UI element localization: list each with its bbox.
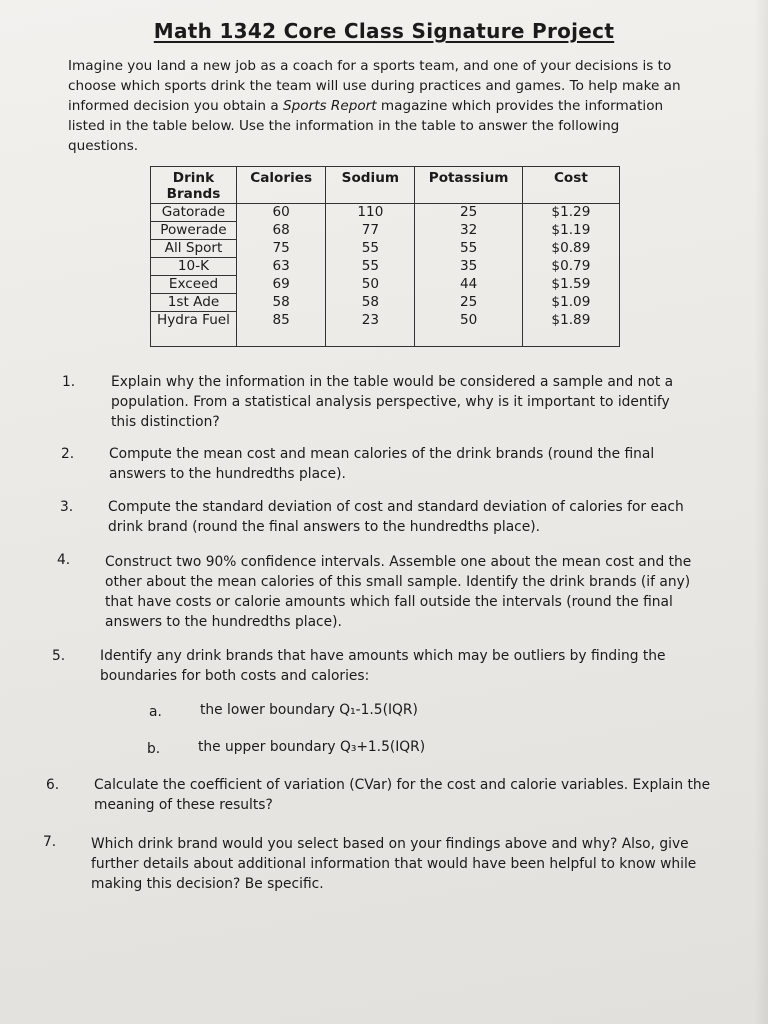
table-row <box>151 276 620 294</box>
cell-sodium: 55 <box>326 258 415 276</box>
question-5-number: 5. <box>52 648 66 664</box>
table-row <box>151 240 620 258</box>
question-7-number: 7. <box>43 834 57 850</box>
cell-sodium: 55 <box>326 240 415 258</box>
question-7-text: Which drink brand would you select based on your findings above and why? Also, give further details about additional information that would have been helpful to know while making this decision? Be specific. <box>91 836 697 892</box>
cell-brand: Gatorade <box>151 204 237 222</box>
question-3-number: 3. <box>60 499 74 515</box>
table-row <box>151 312 620 347</box>
cell-potassium: 35 <box>415 258 522 276</box>
cell-sodium: 50 <box>326 276 415 294</box>
table-row <box>151 258 620 276</box>
intro-paragraph <box>68 56 688 156</box>
cell-calories: 68 <box>236 222 325 240</box>
question-4-number: 4. <box>57 552 71 568</box>
cell-calories: 58 <box>236 294 325 312</box>
header-potassium: Potassium <box>415 167 522 204</box>
cell-potassium: 25 <box>415 204 522 222</box>
table-row <box>151 204 620 222</box>
cell-cost: $0.89 <box>522 240 619 258</box>
drink-data-table <box>150 166 620 347</box>
cell-calories: 85 <box>236 312 325 347</box>
page-title: Math 1342 Core Class Signature Project <box>153 19 615 43</box>
cell-calories: 75 <box>236 240 325 258</box>
question-1-text: Explain why the information in the table would be considered a sample and not a population. From a statistical analysis perspective, why is it important to identify this distinction? <box>111 374 674 430</box>
header-cost: Cost <box>522 167 619 204</box>
cell-potassium: 44 <box>415 276 522 294</box>
cell-cost: $1.09 <box>522 294 619 312</box>
table-header-row <box>151 167 620 204</box>
cell-sodium: 23 <box>326 312 415 347</box>
cell-calories: 60 <box>236 204 325 222</box>
cell-potassium: 25 <box>415 294 522 312</box>
cell-calories: 69 <box>236 276 325 294</box>
cell-brand: 1st Ade <box>151 294 237 312</box>
question-2-text: Compute the mean cost and mean calories of the drink brands (round the final answers to the hundredths place). <box>109 446 655 482</box>
question-5-text: Identify any drink brands that have amounts which may be outliers by finding the boundaries for both costs and calories: <box>100 648 666 684</box>
header-calories: Calories <box>236 167 325 204</box>
cell-brand: Hydra Fuel <box>151 312 237 347</box>
cell-cost: $1.19 <box>522 222 619 240</box>
cell-potassium: 50 <box>415 312 522 347</box>
intro-text-before: Imagine you land a new job as a coach for a sports team, and one of your decisions is to choose which sports drink the team will use during practices and games. To help make an informed decision you obtain a <box>68 58 681 114</box>
question-2-number: 2. <box>61 446 75 462</box>
magazine-name: Sports Report <box>283 98 377 114</box>
subitem-b-text: the upper boundary Q₃+1.5(IQR) <box>198 739 426 755</box>
question-1-number: 1. <box>62 374 76 390</box>
header-drink-brands: Drink Brands <box>151 167 237 204</box>
question-4-text: Construct two 90% confidence intervals. Assemble one about the mean cost and the other about the mean calories of this small sample. Identify the drink brands (if any) that have costs or calorie amounts which fall outside the intervals (round the final answers to the hundredths place). <box>105 554 692 630</box>
cell-brand: Powerade <box>151 222 237 240</box>
cell-cost: $1.89 <box>522 312 619 347</box>
table-row <box>151 294 620 312</box>
cell-brand: Exceed <box>151 276 237 294</box>
subitem-b-letter: b. <box>147 741 161 757</box>
cell-sodium: 77 <box>326 222 415 240</box>
cell-cost: $0.79 <box>522 258 619 276</box>
cell-cost: $1.59 <box>522 276 619 294</box>
cell-potassium: 55 <box>415 240 522 258</box>
subitem-a-text: the lower boundary Q₁-1.5(IQR) <box>200 702 418 718</box>
question-6-text: Calculate the coefficient of variation (CVar) for the cost and calorie variables. Explain the meaning of these results? <box>94 777 711 813</box>
subitem-a-letter: a. <box>149 704 162 720</box>
page-edge-shadow <box>754 0 768 1024</box>
question-3-text: Compute the standard deviation of cost and standard deviation of calories for each drink brand (round the final answers to the hundredths place). <box>108 499 684 535</box>
cell-calories: 63 <box>236 258 325 276</box>
table-row <box>151 222 620 240</box>
cell-potassium: 32 <box>415 222 522 240</box>
cell-brand: 10-K <box>151 258 237 276</box>
cell-sodium: 58 <box>326 294 415 312</box>
cell-cost: $1.29 <box>522 204 619 222</box>
cell-sodium: 110 <box>326 204 415 222</box>
header-sodium: Sodium <box>326 167 415 204</box>
question-6-number: 6. <box>46 777 60 793</box>
intro-text-after: magazine which provides the information listed in the table below. Use the information in the table to answer the following questions. <box>68 98 664 154</box>
cell-brand: All Sport <box>151 240 237 258</box>
